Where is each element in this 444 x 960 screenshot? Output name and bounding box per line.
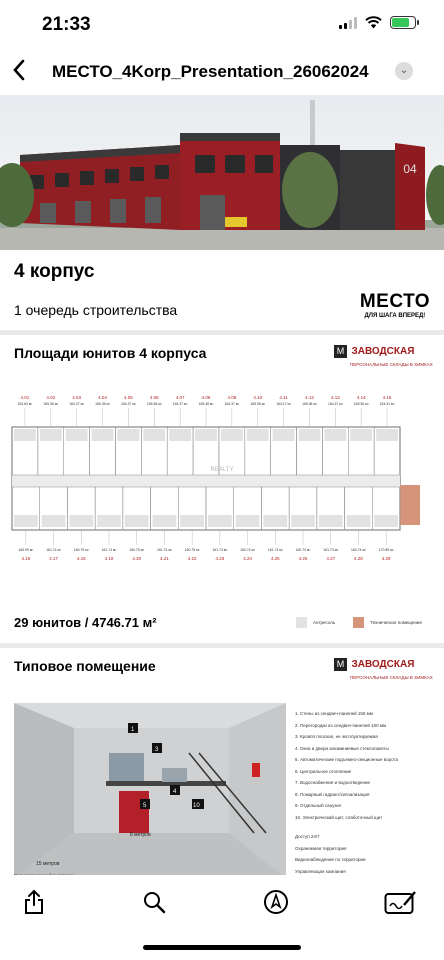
legend-swatch-technical [353, 617, 364, 628]
feature-item: 8. Пожарный гидрант/сигнализация [295, 791, 370, 797]
legend-label-technical: Техническое помещение [370, 620, 422, 625]
unit-id-bottom: 4.19 [104, 556, 114, 561]
feature-item: 4. Окна и двери алюминиевые стеклопакеты [295, 745, 389, 751]
logo-tag: ПЕРСОНАЛЬНЫЕ СКЛАДЫ В ХИМКАХ [350, 362, 433, 367]
unit-id-bottom: 4.16 [21, 556, 31, 561]
svg-text:4: 4 [173, 789, 177, 795]
amenity-item: Видеонаблюдение по территории [295, 857, 366, 862]
building-render-image [0, 95, 444, 250]
typical-room-title: Типовое помещение [14, 658, 156, 674]
units-summary: 29 юнитов / 4746.71 м² [14, 615, 157, 630]
amenity-item: Доступ 24/7 [295, 834, 320, 839]
cellular-signal-icon [339, 17, 357, 29]
mezzanine-top [143, 429, 165, 441]
feature-item: 3. Кровля плоская, не эксплуатируемая [295, 734, 378, 739]
mezzanine-top [117, 429, 139, 441]
logo-name: ЗАВОДСКАЯ [351, 659, 415, 671]
mezzanine-bottom [236, 515, 260, 527]
mezzanine-top [66, 429, 88, 441]
unit-id-bottom: 4.25 [270, 556, 280, 561]
unit-area-top: 164.17 м² [276, 402, 291, 406]
wifi-icon [365, 16, 382, 29]
bottom-toolbar [0, 875, 444, 960]
legend-label-mezzanine: Антресоль [313, 620, 336, 625]
feature-item: 6. Центральное отопление [295, 768, 352, 774]
unit-area-top: 165.36 м² [43, 402, 59, 406]
mezzanine-top [273, 429, 295, 441]
mezzanine-bottom [97, 515, 121, 527]
unit-area-top: 164.37 м² [327, 402, 343, 406]
unit-id-bottom: 4.17 [49, 556, 58, 561]
chevron-down-icon[interactable]: ⌄ [395, 62, 413, 80]
unit-id-top: 4.04 [98, 395, 107, 400]
mezzanine-bottom [347, 515, 371, 527]
feature-item: 9. Отдельный санузел [295, 803, 342, 808]
watermark: REALTY [210, 467, 234, 473]
unit-area-top: 165.36 м² [146, 402, 162, 406]
plan-legend [296, 617, 422, 628]
unit-area-bottom: 161.73 м² [323, 548, 339, 552]
mezzanine-bottom [319, 515, 343, 527]
logo-name: ЗАВОДСКАЯ [351, 346, 415, 358]
mezzanine-top [221, 429, 243, 441]
technical-room [400, 485, 420, 525]
status-icons [339, 16, 416, 29]
logo-tag: ПЕРСОНАЛЬНЫЕ СКЛАДЫ В ХИМКАХ [350, 675, 433, 680]
nav-bar [0, 52, 444, 92]
unit-id-top: 4.11 [279, 395, 288, 400]
unit-area-bottom: 170.85 м² [378, 548, 394, 552]
unit-id-bottom: 4.22 [187, 556, 197, 561]
floor-plan [0, 375, 444, 585]
unit-area-bottom: 161.74 м² [46, 548, 61, 552]
zavodskaya-logo-mark: M [334, 345, 347, 358]
spacer [295, 823, 440, 831]
feature-item: 1. Стены из сендвич-панелей 150 мм [295, 711, 373, 716]
mezzanine-top [169, 429, 191, 441]
unit-id-top: 4.02 [46, 395, 56, 400]
mezzanine-top [324, 429, 346, 441]
dimension-8m: 8 метров [130, 832, 151, 838]
unit-id-top: 4.10 [253, 395, 263, 400]
unit-area-top: 164.37 м² [224, 402, 240, 406]
unit-id-bottom: 4.24 [243, 556, 252, 561]
battery-icon [390, 16, 416, 29]
mezzanine-bottom [153, 515, 177, 527]
mezzanine-bottom [263, 515, 287, 527]
chevron-left-icon [12, 58, 26, 82]
unit-id-top: 4.06 [149, 395, 159, 400]
zavodskaya-logo-mark: M [334, 658, 347, 671]
features-list [295, 708, 440, 877]
mezzanine-top [299, 429, 321, 441]
dimension-15m: 15 метров [36, 861, 60, 867]
svg-text:04: 04 [403, 162, 417, 176]
home-indicator [143, 945, 301, 950]
plan-corridor [12, 475, 400, 487]
svg-text:5: 5 [143, 803, 147, 809]
share-button[interactable] [17, 887, 51, 917]
mesto-logo [360, 291, 430, 319]
unit-area-bottom: 161.74 м² [101, 548, 117, 552]
typical-room-render [14, 703, 286, 878]
unit-area-top: 165.38 м² [302, 402, 317, 406]
unit-area-top: 164.37 м² [172, 402, 188, 406]
status-time: 21:33 [42, 14, 91, 35]
feature-item: 5. Автоматические подъемно-секционные ворота [295, 757, 399, 762]
unit-id-top: 4.12 [305, 395, 314, 400]
unit-area-top: 165.38 м² [198, 402, 214, 406]
unit-area-top: 165.36 м² [250, 402, 266, 406]
unit-area-bottom: 160.74 м² [295, 548, 311, 552]
legend-swatch-mezzanine [296, 617, 307, 628]
zavodskaya-logo [334, 343, 433, 367]
mezzanine-top [40, 429, 62, 441]
unit-area-top: 165.36 м² [95, 402, 110, 406]
unit-area-bottom: 161.74 м² [157, 548, 172, 552]
mezzanine-top [350, 429, 372, 441]
unit-id-top: 4.07 [175, 395, 185, 400]
status-bar [0, 0, 444, 50]
page-title-building: 4 корпус [14, 261, 95, 282]
mezzanine-top [14, 429, 36, 441]
feature-item: 2. Перегородки из сендвич-панелей 100 мм [295, 722, 387, 728]
mezzanine-bottom [42, 515, 66, 527]
mezzanine-bottom [208, 515, 232, 527]
unit-id-bottom: 4.26 [298, 556, 308, 561]
markup-icon [263, 889, 289, 915]
unit-area-top: 164.37 м² [121, 402, 136, 406]
document-title[interactable]: МЕСТО_4Korp_Presentation_26062024 [52, 62, 369, 81]
unit-area-top: 164.37 м² [69, 402, 85, 406]
search-icon [142, 890, 166, 914]
unit-area-bottom: 160.75 м² [73, 548, 89, 552]
unit-id-top: 4.13 [330, 395, 340, 400]
unit-id-bottom: 4.20 [132, 556, 142, 561]
unit-area-top: 153.63 м² [17, 402, 33, 406]
logo-text: МЕСТО [359, 291, 430, 312]
mezzanine-bottom [374, 515, 398, 527]
markup-button[interactable] [259, 887, 293, 917]
unit-id-bottom: 4.21 [160, 556, 169, 561]
unit-id-top: 4.14 [356, 395, 366, 400]
unit-area-bottom: 160.74 м² [351, 548, 366, 552]
unit-area-top: 164.31 м² [379, 402, 395, 406]
unit-id-top: 4.05 [124, 395, 133, 400]
mezzanine-bottom [69, 515, 93, 527]
zavodskaya-logo-2 [334, 656, 433, 680]
unit-area-bottom: 161.74 м² [212, 548, 228, 552]
amenity-item: Управляющая компания [295, 868, 346, 874]
mezzanine-bottom [180, 515, 204, 527]
unit-area-bottom: 160.75 м² [129, 548, 145, 552]
search-button[interactable] [137, 887, 171, 917]
unit-id-top: 4.15 [382, 395, 392, 400]
mezzanine-bottom [291, 515, 315, 527]
unit-area-top: 165.36 м² [353, 402, 369, 406]
unit-area-bottom: 160.75 м² [184, 548, 200, 552]
unit-id-bottom: 4.28 [354, 556, 363, 561]
mezzanine-top [92, 429, 114, 441]
mezzanine-bottom [125, 515, 149, 527]
unit-area-bottom: 161.74 м² [267, 548, 283, 552]
unit-area-bottom: 160.59 м² [18, 548, 34, 552]
mezzanine-top [376, 429, 398, 441]
svg-text:3: 3 [155, 747, 159, 753]
svg-text:10: 10 [193, 803, 200, 809]
amenity-item: Охраняемая территория [295, 845, 347, 851]
unit-id-bottom: 4.27 [326, 556, 336, 561]
unit-id-top: 4.01 [20, 395, 30, 400]
feature-item: 10. Электрический щит, слаботочный щит [295, 814, 383, 820]
unit-id-top: 4.03 [72, 395, 82, 400]
unit-id-bottom: 4.18 [76, 556, 86, 561]
units-area-title: Площади юнитов 4 корпуса [14, 345, 207, 361]
page-2 [0, 335, 444, 643]
share-icon [24, 889, 44, 915]
logo-tagline: ДЛЯ ШАГА ВПЕРЕД! [364, 313, 426, 319]
signature-icon [384, 889, 418, 915]
svg-text:1: 1 [131, 727, 135, 733]
unit-id-top: 4.08 [201, 395, 211, 400]
unit-id-bottom: 4.23 [215, 556, 225, 561]
page-1 [0, 95, 444, 330]
back-button[interactable] [12, 58, 26, 89]
feature-item: 7. Водоснабжение и водоотведение [295, 780, 371, 785]
mezzanine-top [195, 429, 217, 441]
unit-id-bottom: 4.29 [381, 556, 391, 561]
page-3 [0, 648, 444, 878]
unit-id-top: 4.09 [227, 395, 237, 400]
unit-area-bottom: 160.74 м² [240, 548, 255, 552]
mezzanine-bottom [14, 515, 38, 527]
signature-button[interactable] [384, 887, 418, 917]
document-viewer[interactable] [0, 95, 444, 875]
mezzanine-top [247, 429, 269, 441]
construction-phase-label: 1 очередь строительства [14, 302, 178, 318]
